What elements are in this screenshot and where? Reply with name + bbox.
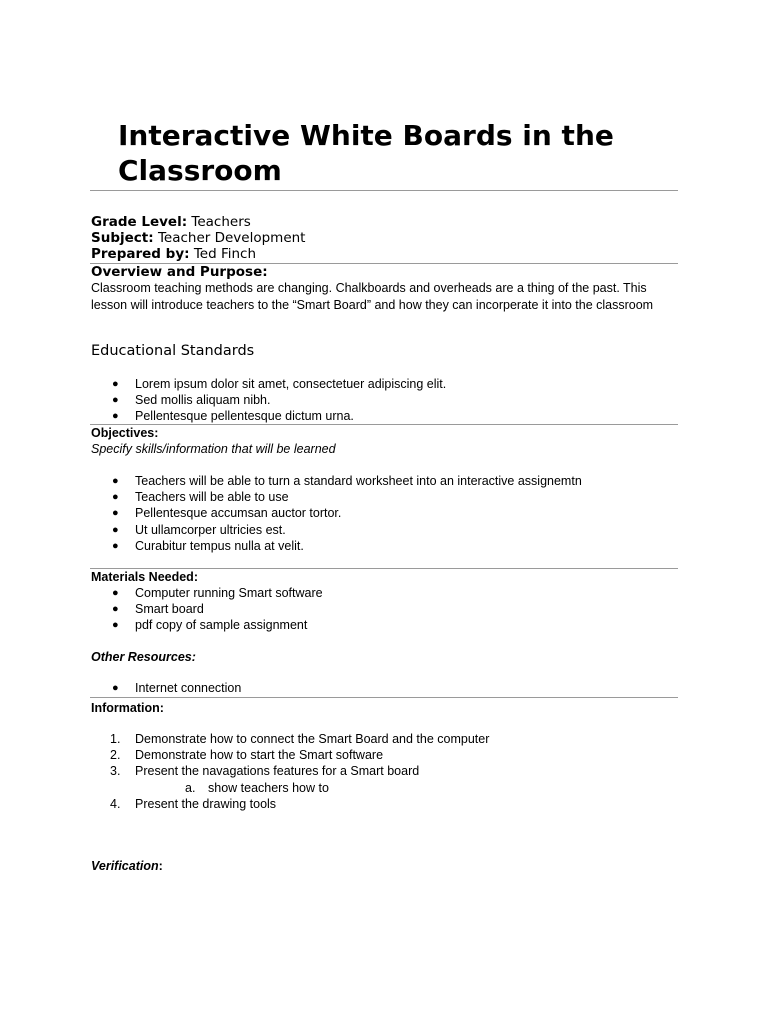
title-divider bbox=[90, 190, 678, 191]
materials-heading: Materials Needed: bbox=[91, 570, 198, 584]
standards-divider bbox=[90, 424, 678, 425]
bullet-icon: ● bbox=[112, 475, 119, 487]
overview-heading: Overview and Purpose: bbox=[91, 264, 268, 280]
resources-divider bbox=[90, 697, 678, 698]
other-resources-heading: Other Resources: bbox=[91, 650, 196, 664]
objectives-heading: Objectives: bbox=[91, 426, 159, 440]
objectives-subtitle: Specify skills/information that will be learned bbox=[91, 442, 336, 456]
subject-label: Subject: bbox=[91, 230, 154, 246]
information-heading: Information: bbox=[91, 701, 164, 715]
grade-level-line bbox=[91, 214, 251, 230]
grade-level-value: Teachers bbox=[191, 214, 251, 230]
bullet-icon: ● bbox=[112, 619, 119, 632]
bullet-icon: ● bbox=[112, 507, 119, 520]
bullet-icon: ● bbox=[112, 603, 119, 616]
overview-text: Classroom teaching methods are changing. Chalkboards and overheads are a thing of the past. This lesson will introduce teachers to the “Smart Board” and how they can incorperate it into the classroom bbox=[91, 281, 654, 312]
bullet-icon: ● bbox=[112, 378, 119, 390]
verification-heading: Verification: bbox=[91, 859, 163, 873]
grade-level-label: Grade Level: bbox=[91, 214, 188, 230]
bullet-icon: ● bbox=[112, 682, 119, 694]
document-title: Interactive White Boards in the Classroom bbox=[118, 119, 614, 187]
document-page: Interactive White Boards in the Classroom Grade Level: Teachers Subject: Teacher Development Prepared by: Ted Finch Overview and Purpose: Classroom teaching methods are changing. Chalkboards and overheads are a thing of the past. This lesson will introduce teachers to the “Smart Board” and how they can incorperate it into the classroom Educational Standards ● Lorem ipsum dolor sit amet, consectetuer adipiscing elit. ● Sed mollis aliquam nibh. ● Pellentesque pellentesque dictum urna. Objectives: Specify skills/information that will be learned ● Teachers will be able to turn a standard worksheet into an interactive assignemtn ● Teachers will be able to use ● Pellentesque accumsan auctor tortor. ● Ut ullamcorper ultricies est. ● Curabitur tempus nulla at velit. Materials Needed: ● Computer running Smart software ● Smart board ● pdf copy of sample assignment Other Resources: ● Internet connection Information: 1. Demonstrate how to connect the Smart Board and the computer 2. Demonstrate how to start the Smart software 3. Present the navagations features for a Smart board a. show teachers how to 4. Present the drawing tools Verification: bbox=[0, 0, 768, 1024]
subject-line bbox=[91, 230, 305, 246]
bullet-icon: ● bbox=[112, 587, 119, 599]
standards-heading: Educational Standards bbox=[91, 343, 255, 359]
subject-value: Teacher Development bbox=[157, 230, 306, 246]
prepared-by-line bbox=[91, 246, 256, 262]
prepared-by-label: Prepared by: bbox=[91, 246, 190, 262]
bullet-icon: ● bbox=[112, 539, 119, 552]
bullet-icon: ● bbox=[112, 491, 119, 504]
bullet-icon: ● bbox=[112, 523, 119, 536]
bullet-icon: ● bbox=[112, 410, 119, 423]
bullet-icon: ● bbox=[112, 394, 119, 407]
prepared-by-value: Ted Finch bbox=[193, 246, 257, 262]
